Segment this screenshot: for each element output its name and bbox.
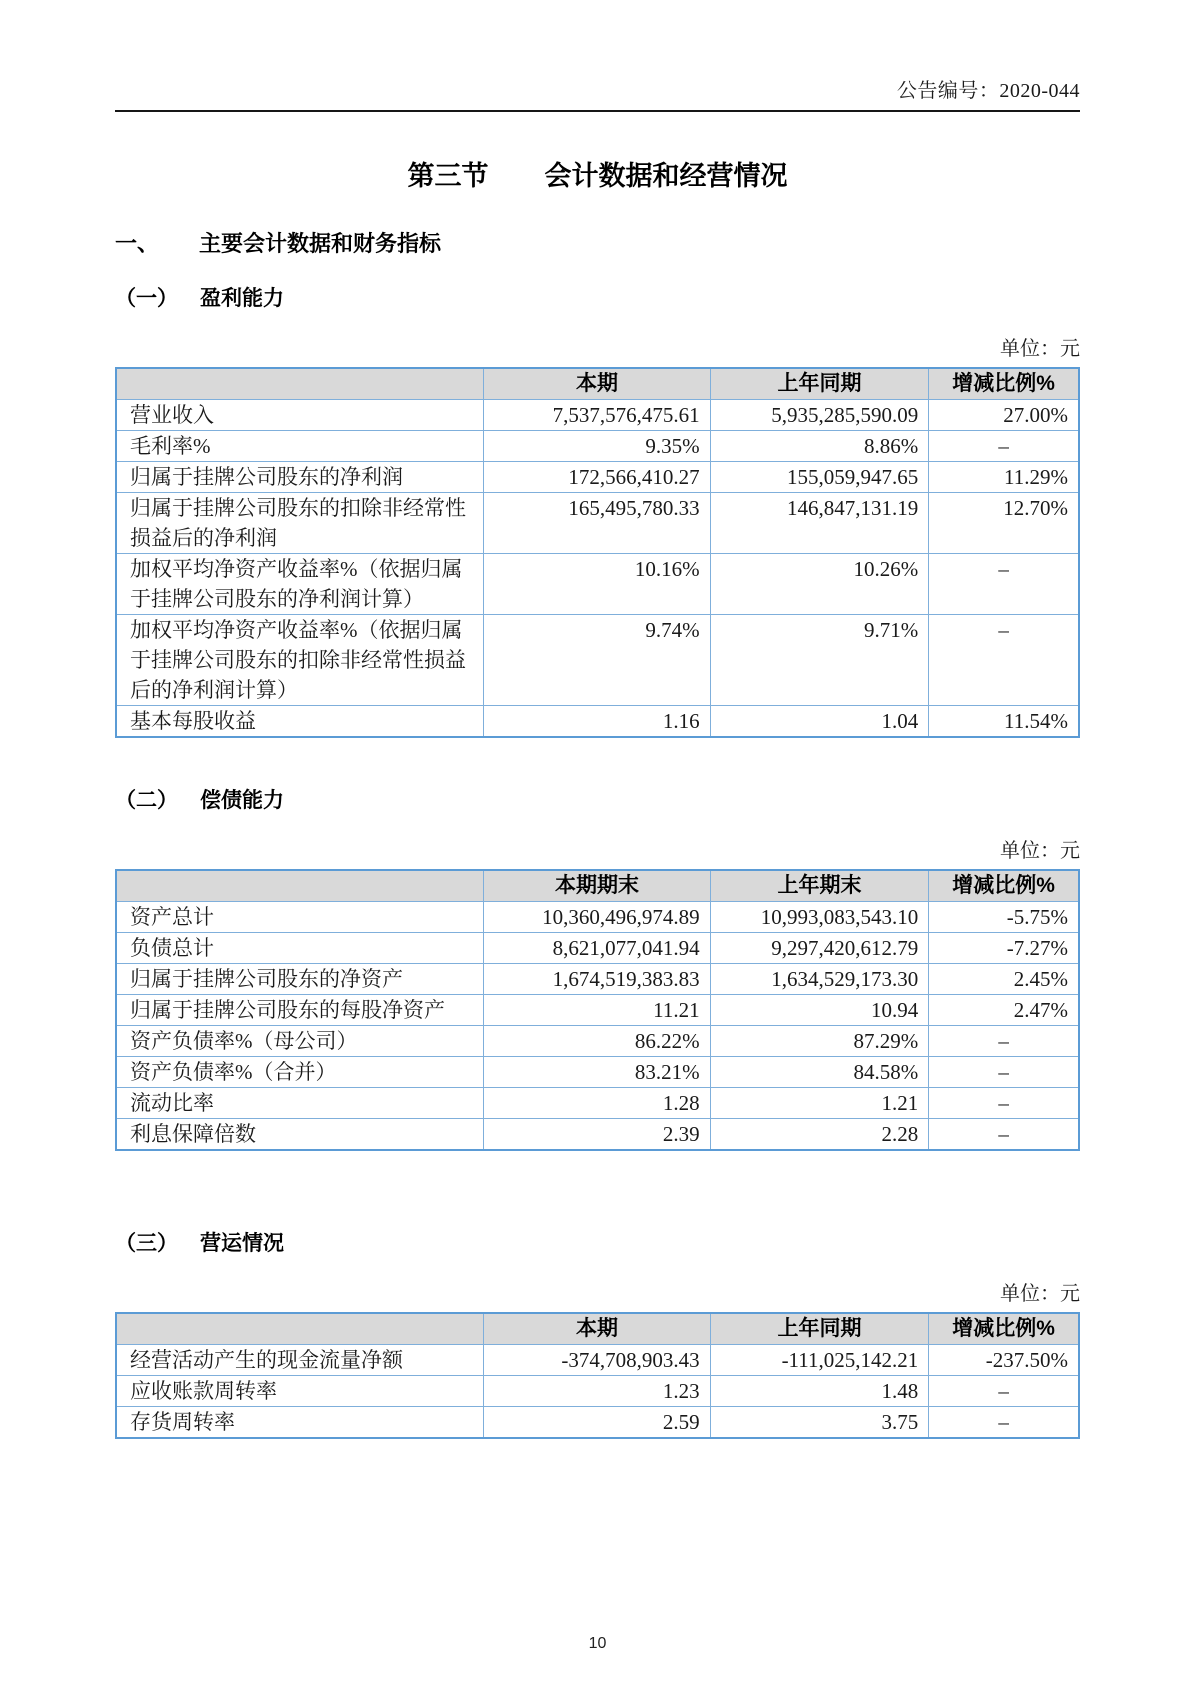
operations-table — [115, 1312, 1080, 1439]
table-row — [116, 995, 1079, 1026]
subsection-title: 偿债能力 — [200, 789, 284, 812]
table-cell: 7,537,576,475.61 — [484, 400, 710, 431]
table-cell: – — [929, 1057, 1079, 1088]
subsection-heading — [115, 282, 1080, 312]
table-cell: – — [929, 1376, 1079, 1407]
section-heading-main — [115, 227, 1080, 258]
table-row — [116, 400, 1079, 431]
table-cell: 2.45% — [929, 964, 1079, 995]
table-cell: 9.74% — [484, 615, 710, 706]
table-row — [116, 1088, 1079, 1119]
table-cell: 11.54% — [929, 706, 1079, 738]
table-header-cell: 增减比例% — [929, 870, 1079, 902]
table-cell: 9.35% — [484, 431, 710, 462]
unit-label: 单位：元 — [1000, 1283, 1080, 1305]
row-label: 流动比率 — [116, 1088, 484, 1119]
table-cell: 1.23 — [484, 1376, 710, 1407]
page-title — [115, 154, 1080, 193]
announcement-number: 公告编号：2020-044 — [896, 80, 1080, 102]
row-label: 归属于挂牌公司股东的扣除非经常性损益后的净利润 — [116, 493, 484, 554]
section-number: 一、 — [115, 231, 160, 256]
subsection-number: （一） — [115, 287, 178, 310]
table-cell: 2.47% — [929, 995, 1079, 1026]
table-cell: – — [929, 1119, 1079, 1151]
table-header-row — [116, 870, 1079, 902]
table-row — [116, 615, 1079, 706]
table-cell: 11.29% — [929, 462, 1079, 493]
table-cell: 10.26% — [710, 554, 929, 615]
subsection-title: 盈利能力 — [200, 287, 284, 310]
table-cell: 8,621,077,041.94 — [484, 933, 710, 964]
row-label: 归属于挂牌公司股东的净利润 — [116, 462, 484, 493]
profitability-table — [115, 367, 1080, 738]
table-cell: -5.75% — [929, 902, 1079, 933]
table-cell: 2.39 — [484, 1119, 710, 1151]
table-cell: -237.50% — [929, 1345, 1079, 1376]
table-cell: – — [929, 1026, 1079, 1057]
table-row — [116, 902, 1079, 933]
row-label: 经营活动产生的现金流量净额 — [116, 1345, 484, 1376]
table-cell: 83.21% — [484, 1057, 710, 1088]
table-row — [116, 462, 1079, 493]
table-header-cell — [116, 1313, 484, 1345]
table-cell: – — [929, 1407, 1079, 1439]
row-label: 基本每股收益 — [116, 706, 484, 738]
table-cell: 12.70% — [929, 493, 1079, 554]
table-cell: 9.71% — [710, 615, 929, 706]
table-cell: 9,297,420,612.79 — [710, 933, 929, 964]
table-cell: 1,674,519,383.83 — [484, 964, 710, 995]
table-cell: 84.58% — [710, 1057, 929, 1088]
table-cell: 3.75 — [710, 1407, 929, 1439]
subsection-title: 营运情况 — [200, 1232, 284, 1255]
row-label: 归属于挂牌公司股东的每股净资产 — [116, 995, 484, 1026]
table-cell: 8.86% — [710, 431, 929, 462]
table-row — [116, 1119, 1079, 1151]
table-cell: 172,566,410.27 — [484, 462, 710, 493]
row-label: 毛利率% — [116, 431, 484, 462]
subsection-heading — [115, 1227, 1080, 1257]
table-cell: 1.21 — [710, 1088, 929, 1119]
section-solvency — [115, 784, 1080, 1151]
subsection-number: （二） — [115, 789, 178, 812]
table-cell: 155,059,947.65 — [710, 462, 929, 493]
table-cell: – — [929, 431, 1079, 462]
table-header-cell: 增减比例% — [929, 1313, 1079, 1345]
table-cell: – — [929, 1088, 1079, 1119]
table-cell: -111,025,142.21 — [710, 1345, 929, 1376]
table-row — [116, 1026, 1079, 1057]
table-cell: 10.16% — [484, 554, 710, 615]
table-cell: 2.59 — [484, 1407, 710, 1439]
table-cell: 87.29% — [710, 1026, 929, 1057]
table-cell: 10.94 — [710, 995, 929, 1026]
table-cell: 1.04 — [710, 706, 929, 738]
table-header-cell: 增减比例% — [929, 368, 1079, 400]
unit-label: 单位：元 — [1000, 338, 1080, 360]
table-cell: – — [929, 615, 1079, 706]
table-row — [116, 554, 1079, 615]
table-cell: 165,495,780.33 — [484, 493, 710, 554]
page-number: 10 — [588, 1635, 607, 1652]
table-cell: 146,847,131.19 — [710, 493, 929, 554]
table-header-cell: 本期 — [484, 368, 710, 400]
row-label: 资产总计 — [116, 902, 484, 933]
table-row — [116, 1057, 1079, 1088]
table-cell: 10,993,083,543.10 — [710, 902, 929, 933]
page-title-text: 会计数据和经营情况 — [544, 161, 788, 191]
solvency-table — [115, 869, 1080, 1151]
table-cell: 10,360,496,974.89 — [484, 902, 710, 933]
section-profitability — [115, 282, 1080, 738]
table-header-row — [116, 1313, 1079, 1345]
table-cell: -7.27% — [929, 933, 1079, 964]
row-label: 营业收入 — [116, 400, 484, 431]
subsection-number: （三） — [115, 1232, 178, 1255]
table-cell: 11.21 — [484, 995, 710, 1026]
table-header-cell: 本期 — [484, 1313, 710, 1345]
header-rule — [115, 110, 1080, 112]
table-cell: – — [929, 554, 1079, 615]
row-label: 资产负债率%（母公司） — [116, 1026, 484, 1057]
table-header-cell: 上年期末 — [710, 870, 929, 902]
row-label: 加权平均净资产收益率%（依据归属于挂牌公司股东的净利润计算） — [116, 554, 484, 615]
row-label: 归属于挂牌公司股东的净资产 — [116, 964, 484, 995]
unit-label: 单位：元 — [1000, 840, 1080, 862]
row-label: 资产负债率%（合并） — [116, 1057, 484, 1088]
table-header-cell — [116, 368, 484, 400]
section-title: 主要会计数据和财务指标 — [199, 231, 442, 256]
table-header-cell: 上年同期 — [710, 368, 929, 400]
table-row — [116, 1345, 1079, 1376]
table-row — [116, 1407, 1079, 1439]
table-row — [116, 493, 1079, 554]
table-cell: 5,935,285,590.09 — [710, 400, 929, 431]
table-row — [116, 964, 1079, 995]
row-label: 利息保障倍数 — [116, 1119, 484, 1151]
table-header-cell — [116, 870, 484, 902]
table-cell: 1.48 — [710, 1376, 929, 1407]
table-row — [116, 933, 1079, 964]
table-row — [116, 706, 1079, 738]
table-cell: -374,708,903.43 — [484, 1345, 710, 1376]
table-header-cell: 本期期末 — [484, 870, 710, 902]
row-label: 加权平均净资产收益率%（依据归属于挂牌公司股东的扣除非经常性损益后的净利润计算） — [116, 615, 484, 706]
table-header-cell: 上年同期 — [710, 1313, 929, 1345]
row-label: 存货周转率 — [116, 1407, 484, 1439]
section-operations — [115, 1227, 1080, 1439]
table-cell: 1.16 — [484, 706, 710, 738]
table-header-row — [116, 368, 1079, 400]
table-cell: 27.00% — [929, 400, 1079, 431]
table-cell: 86.22% — [484, 1026, 710, 1057]
table-row — [116, 431, 1079, 462]
table-cell: 2.28 — [710, 1119, 929, 1151]
row-label: 应收账款周转率 — [116, 1376, 484, 1407]
table-cell: 1,634,529,173.30 — [710, 964, 929, 995]
page-title-chapter: 第三节 — [407, 161, 489, 191]
table-cell: 1.28 — [484, 1088, 710, 1119]
row-label: 负债总计 — [116, 933, 484, 964]
subsection-heading — [115, 784, 1080, 814]
table-row — [116, 1376, 1079, 1407]
